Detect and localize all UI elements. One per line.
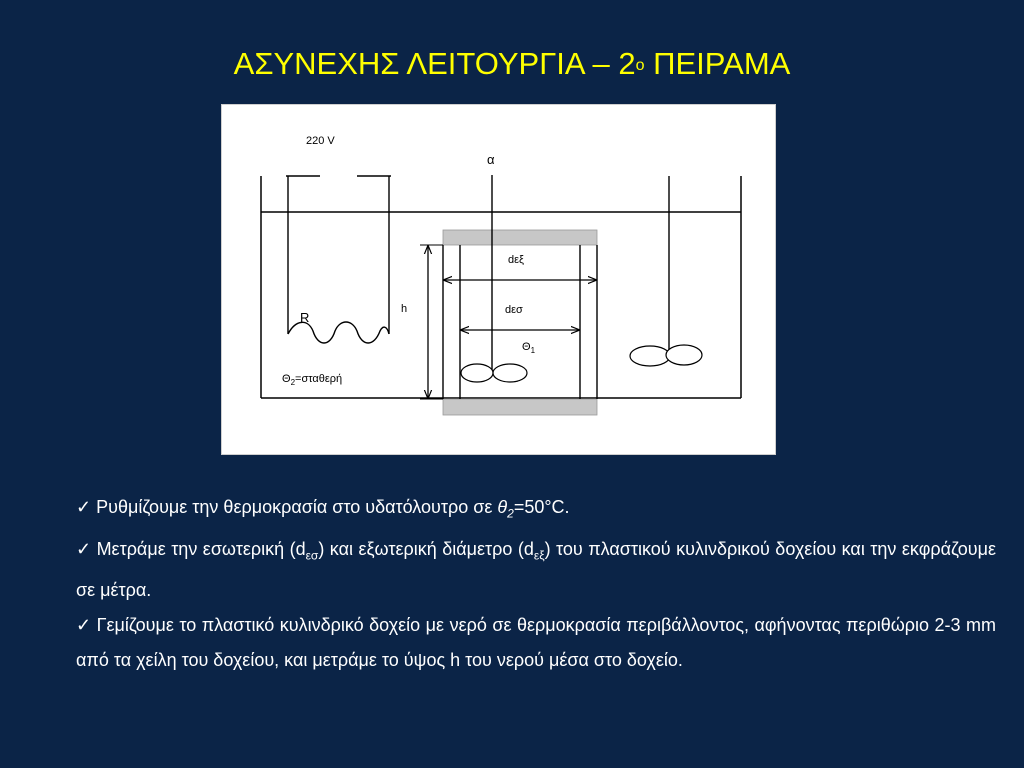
check-icon: ✓ xyxy=(76,615,92,636)
slide-title xyxy=(0,44,1024,84)
theta2-base: Θ xyxy=(282,373,291,385)
bullet-2-text-3: ) του πλαστικού κυλινδρικού δοχείου και την εκφράζουμε σε μέτρα. xyxy=(76,538,996,601)
bullet-1 xyxy=(76,490,996,532)
bullet-3 xyxy=(76,608,996,678)
theta2-text: =σταθερή xyxy=(295,373,343,385)
bullet-2-text-2: ) και εξωτερική διάμετρο (d xyxy=(318,538,534,559)
bullet-2-sub-2: εξ xyxy=(533,548,545,563)
theta1-sub: 1 xyxy=(530,346,536,356)
theta1-label xyxy=(522,341,535,357)
title-main: ΑΣΥΝΕΧΗΣ ΛΕΙΤΟΥΡΓΙΑ – 2 xyxy=(233,46,636,81)
bullet-1-text: Ρυθμίζουμε την θερμοκρασία στο υδατόλουτρο σε xyxy=(96,497,498,517)
title-superscript: ο xyxy=(635,57,645,74)
height-label: h xyxy=(401,303,408,315)
inner-diameter-label: dεσ xyxy=(505,304,523,316)
container-lid xyxy=(443,230,597,245)
bullet-1-var: θ xyxy=(497,497,508,517)
alpha-label: α xyxy=(487,152,495,167)
bullet-2-sub-1: εσ xyxy=(305,548,319,563)
apparatus-diagram xyxy=(221,104,776,455)
voltage-label: 220 V xyxy=(306,135,335,147)
apparatus-drawing xyxy=(222,105,777,456)
heater-label: R xyxy=(300,310,310,325)
check-icon: ✓ xyxy=(76,497,92,517)
bullet-3-text: Γεμίζουμε το πλαστικό κυλινδρικό δοχείο με νερό σε θερμοκρασία περιβάλλοντος, αφήνοντας περιθώριο 2-3 mm από τα χείλη του δοχείου, και μετράμε το ύψος h του νερού μέσα στο δοχείο. xyxy=(76,615,996,671)
container-stirrer-paddles xyxy=(461,364,527,382)
theta1-base: Θ xyxy=(522,341,531,353)
theta2-sub: 2 xyxy=(290,378,296,388)
bullet-1-sub xyxy=(507,507,514,521)
bullet-2 xyxy=(76,532,996,609)
check-icon: ✓ xyxy=(76,538,92,559)
instruction-list xyxy=(76,490,996,678)
bullet-1-sub-text: 2 xyxy=(507,506,514,521)
container-base xyxy=(443,399,597,415)
title-tail: ΠΕΙΡΑΜΑ xyxy=(644,46,791,81)
bullet-1-tail: =50°C. xyxy=(513,497,570,517)
bath-stirrer-paddles xyxy=(630,345,702,366)
theta2-label xyxy=(282,373,342,389)
outer-diameter-label: dεξ xyxy=(508,254,524,266)
bullet-2-text-1: Μετράμε την εσωτερική (d xyxy=(96,538,306,559)
